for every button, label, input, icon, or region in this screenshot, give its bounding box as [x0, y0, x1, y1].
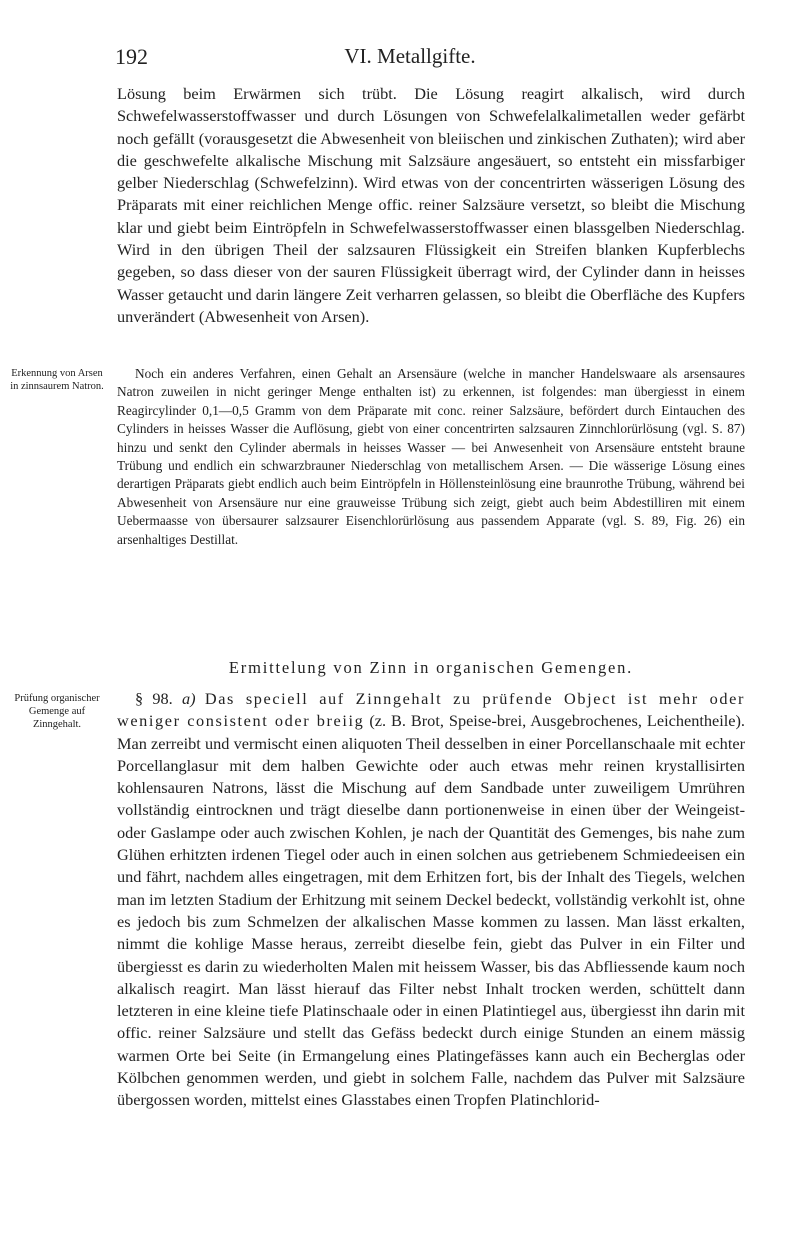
section-title: Ermittelung von Zinn in organischen Gemengen. [228, 658, 634, 677]
paragraph-arsenic-method: Noch ein anderes Verfahren, einen Gehalt an Arsensäure (welche in mancher Handelswaare als arsensaures Natron zuweilen in nicht geringer Menge enthalten ist) zu erkennen, ist folgendes: man übergiesst in einem Reagircylinder 0,1—0,5 Gramm von dem Präparate mit conc. reiner Salzsäure, befördert durch Eintauchen des Cylinders in heisses Wasser die Auflösung, giebt von einer concentrirten salzsauren Zinnchlorürlösung (vgl. S. 87) hinzu und senkt den Cylinder abermals in heisses Wasser — bei Anwesenheit von Arsensäure entsteht braune Trübung und endlich ein schwarzbrauner Niederschlag von metallischem Arsen. — Die wässerige Lösung eines derartigen Präparats giebt endlich auch beim Eintröpfeln in Höllensteinlösung eine braunrothe Trübung, während bei Abwesenheit von Arsensäure nur eine grauweisse Trübung sich zeigt, giebt auch beim Abdestilliren mit einem Uebermaasse von übersaurer salzsaurer Eisenchlorürlösung aus passendem Apparate (vgl. S. 89, Fig. 26) ein arsenhaltiges Destillat. [117, 366, 745, 547]
section-number: § 98. [135, 689, 173, 708]
margin-note-arsenic-detection: Erkennung von Arsen in zinnsaurem Natron. [10, 368, 104, 392]
running-header [115, 44, 705, 68]
paragraph-tin-determination [117, 688, 745, 1112]
chapter-title: VI. Metallgifte. [344, 44, 476, 68]
spaced-lead-text: Das speciell auf Zinngehalt zu prüfende Object ist mehr oder weniger consistent oder breiig [117, 689, 745, 731]
margin-note-tin-test: Prüfung organischer Gemenge auf Zinngehalt. [14, 693, 100, 730]
item-label: a) [182, 689, 196, 708]
paragraph-body: (z. B. Brot, Speise-brei, Ausgebrochenes, Leichentheile). Man zerreibt und vermischt einen aliquoten Theil desselben in einer Porcellanschaale mit echter Porcellanglasur mit dem halben Gewichte oder auch etwas mehr reinen krystallisirten kohlensauren Natrons, lässt die Mischung auf dem Sandbade unter zuweiligem Umrühren vollständig eintrocknen und trägt dieselbe dann portionenweise in einen über der Weingeist- oder Gaslampe oder auch zwischen Kohlen, je nach der Quantität des Gemenges, bis nahe zum Glühen erhitzten irdenen Tiegel oder auch in einen solchen aus getriebenem Schmiedeeisen ein und fährt, nachdem alles eingetragen, mit dem Erhitzen fort, bis der Inhalt des Tiegels, welchen man im letzten Stadium der Erhitzung mit seinem Deckel bedeckt, vollständig verkohlt ist, ohne es jedoch bis zum Schmelzen der alkalischen Masse kommen zu lassen. Man lässt erkalten, nimmt die kohlige Masse heraus, zerreibt dieselbe fein, giebt das Pulver in ein Filter und übergiesst es darin zu wiederholten Malen mit heissem Wasser, bis das Abfliessende kaum noch alkalisch reagirt. Man lässt hierauf das Filter nebst Inhalt trocken werden, schüttelt dann letzteren in eine kleine tiefe Platinschaale oder in einen Platintiegel aus, übergiesst ihn darin mit offic. reiner Salzsäure und stellt das Gefäss bedeckt durch einige Stunden an einem mässig warmen Orte bei Seite (in Ermangelung eines Platingefässes kann auch ein Becherglas oder Kölbchen genommen werden, und giebt in solchem Falle, nachdem das Pulver mit Salzsäure übergossen worden, mittelst eines Glasstabes einen Tropfen Platinchlorid- [117, 711, 745, 1110]
page-number: 192 [115, 44, 148, 69]
paragraph-solution-test: Lösung beim Erwärmen sich trübt. Die Lösung reagirt alkalisch, wird durch Schwefelwasserstoffwasser und durch Lösungen von Schwefelalkalimetallen weder gefärbt noch gefällt (vorausgesetzt die Abwesenheit von bleiischen und zinkischen Zuthaten); wird aber die geschwefelte alkalische Mischung mit Salzsäure angesäuert, so entsteht ein missfarbiger gelber Niederschlag (Schwefelzinn). Wird etwas von der concentrirten wässerigen Lösung des Präparats mit einer reichlichen Menge offic. reiner Salzsäure versetzt, so bleibt die Mischung klar und giebt beim Eintröpfeln in Schwefelwasserstoffwasser einen blassgelben Niederschlag. Wird in den übrigen Theil der salzsauren Flüssigkeit ein Streifen blanken Kupferblechs gegeben, so dass dieser von der sauren Flüssigkeit überragt wird, der Cylinder dann in heisses Wasser getaucht und darin längere Zeit verharren gelassen, so bleibt die Oberfläche des Kupfers unverändert (Abwesenheit von Arsen). [117, 84, 745, 326]
